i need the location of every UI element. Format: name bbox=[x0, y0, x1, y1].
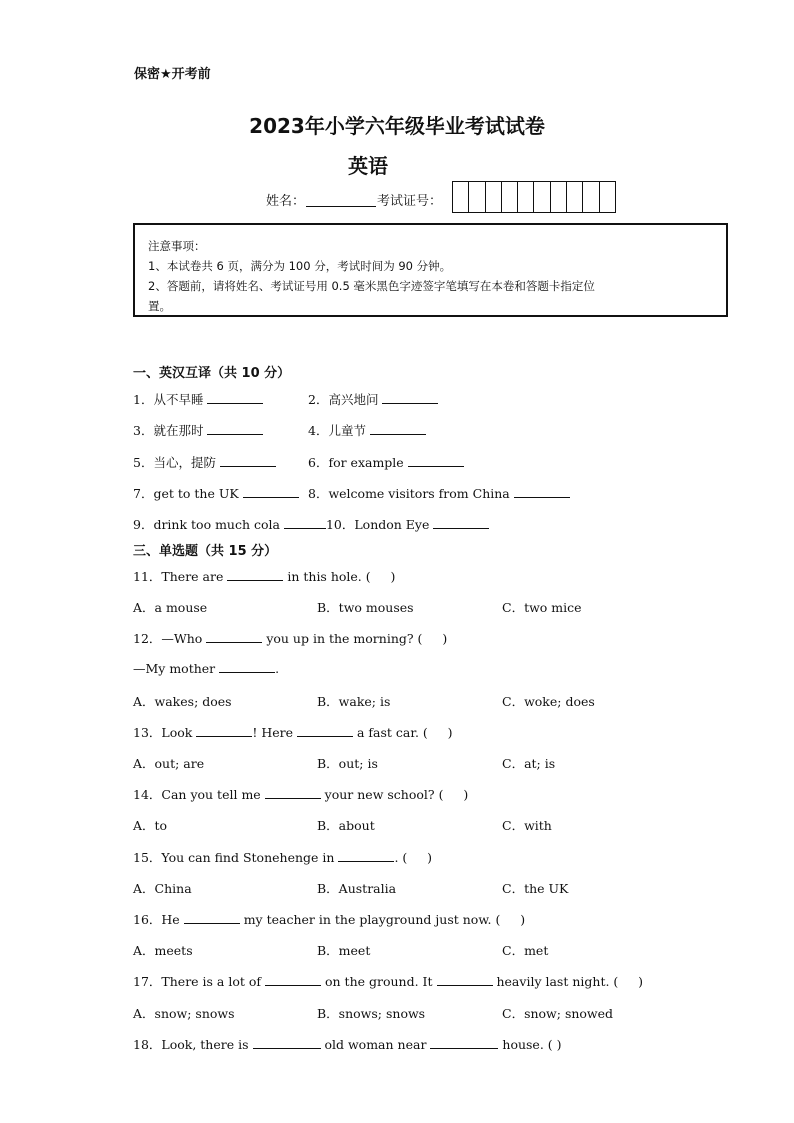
question-14: 14．Can you tell me your new school? ( ) bbox=[133, 787, 469, 802]
option-c[interactable]: C．woke; does bbox=[502, 694, 595, 709]
answer-blank[interactable] bbox=[382, 391, 438, 404]
exam-id-cell[interactable] bbox=[550, 182, 566, 212]
answer-blank[interactable] bbox=[433, 516, 489, 529]
question-15: 15．You can find Stonehenge in . ( ) bbox=[133, 850, 433, 865]
option-a[interactable]: A．to bbox=[133, 818, 168, 833]
exam-id-label: 考试证号： bbox=[377, 194, 443, 209]
answer-blank[interactable] bbox=[253, 1036, 321, 1049]
option-b[interactable]: B．about bbox=[317, 818, 375, 833]
notice-box bbox=[133, 223, 728, 317]
candidate-info-row bbox=[266, 190, 442, 209]
answer-blank[interactable] bbox=[220, 454, 276, 467]
option-c[interactable]: C．met bbox=[502, 943, 549, 958]
option-a[interactable]: A．meets bbox=[133, 943, 193, 958]
name-label: 姓名： bbox=[266, 194, 306, 209]
option-c[interactable]: C．with bbox=[502, 818, 552, 833]
answer-blank[interactable] bbox=[196, 724, 252, 737]
confidential-label: 保密★开考前 bbox=[134, 67, 211, 82]
answer-blank[interactable] bbox=[207, 391, 263, 404]
exam-id-boxes[interactable] bbox=[452, 181, 616, 213]
answer-blank[interactable] bbox=[243, 485, 299, 498]
answer-blank[interactable] bbox=[430, 1036, 498, 1049]
notice-line: 1、本试卷共 6 页，满分为 100 分，考试时间为 90 分钟。 bbox=[148, 259, 452, 273]
answer-blank[interactable] bbox=[437, 973, 493, 986]
question-17: 17．There is a lot of on the ground. It heavily last night. ( ) bbox=[133, 974, 644, 989]
option-b[interactable]: B．wake; is bbox=[317, 694, 391, 709]
answer-blank[interactable] bbox=[265, 973, 321, 986]
option-b[interactable]: B．snows; snows bbox=[317, 1006, 426, 1021]
exam-title: 2023年小学六年级毕业考试试卷 bbox=[249, 114, 545, 138]
option-b[interactable]: B．meet bbox=[317, 943, 371, 958]
answer-blank[interactable] bbox=[219, 660, 275, 673]
answer-blank[interactable] bbox=[265, 786, 321, 799]
exam-id-cell[interactable] bbox=[566, 182, 582, 212]
notice-line: 置。 bbox=[148, 299, 171, 313]
question-16: 16．He my teacher in the playground just now. ( ) bbox=[133, 912, 526, 927]
exam-id-cell[interactable] bbox=[453, 182, 468, 212]
exam-id-cell[interactable] bbox=[468, 182, 484, 212]
translation-item: 8．welcome visitors from China bbox=[308, 484, 570, 502]
answer-blank[interactable] bbox=[514, 485, 570, 498]
option-b[interactable]: B．Australia bbox=[317, 881, 397, 896]
answer-blank[interactable] bbox=[408, 454, 464, 467]
translation-item: 1．从不早睡 bbox=[133, 390, 263, 408]
option-c[interactable]: C．two mice bbox=[502, 600, 582, 615]
translation-item: 3．就在那时 bbox=[133, 421, 263, 439]
answer-blank[interactable] bbox=[297, 724, 353, 737]
option-a[interactable]: A．out; are bbox=[133, 756, 205, 771]
option-b[interactable]: B．two mouses bbox=[317, 600, 414, 615]
name-field[interactable] bbox=[306, 192, 376, 207]
option-a[interactable]: A．China bbox=[133, 881, 192, 896]
exam-id-cell[interactable] bbox=[485, 182, 501, 212]
translation-item: 9．drink too much cola 10．London Eye bbox=[133, 515, 489, 533]
translation-item: 7．get to the UK bbox=[133, 484, 299, 502]
option-b[interactable]: B．out; is bbox=[317, 756, 378, 771]
option-c[interactable]: C．snow; snowed bbox=[502, 1006, 614, 1021]
answer-blank[interactable] bbox=[370, 422, 426, 435]
exam-id-cell[interactable] bbox=[582, 182, 598, 212]
question-13: 13．Look ! Here a fast car. ( ) bbox=[133, 725, 453, 740]
answer-blank[interactable] bbox=[338, 849, 394, 862]
option-a[interactable]: A．wakes; does bbox=[133, 694, 232, 709]
translation-item: 4．儿童节 bbox=[308, 421, 426, 439]
question-11: 11．There are in this hole. ( ) bbox=[133, 569, 396, 584]
notice-line: 2、答题前，请将姓名、考试证号用 0.5 毫米黑色字迹签字笔填写在本卷和答题卡指定位 bbox=[148, 279, 595, 293]
section1-title: 一、英汉互译（共 10 分） bbox=[133, 366, 291, 381]
option-c[interactable]: C．at; is bbox=[502, 756, 556, 771]
translation-item: 2．高兴地问 bbox=[308, 390, 438, 408]
subject-title: 英语 bbox=[348, 154, 388, 178]
exam-id-cell[interactable] bbox=[501, 182, 517, 212]
notice-heading: 注意事项： bbox=[148, 239, 206, 253]
option-a[interactable]: A．snow; snows bbox=[133, 1006, 235, 1021]
question-18: 18．Look, there is old woman near house. ( ) bbox=[133, 1037, 562, 1052]
option-a[interactable]: A．a mouse bbox=[133, 600, 208, 615]
exam-id-cell[interactable] bbox=[517, 182, 533, 212]
translation-item: 5．当心，提防 bbox=[133, 453, 276, 471]
answer-blank[interactable] bbox=[227, 568, 283, 581]
option-c[interactable]: C．the UK bbox=[502, 881, 569, 896]
exam-id-cell[interactable] bbox=[599, 182, 615, 212]
question-12: 12．—Who you up in the morning? ( ) bbox=[133, 631, 448, 646]
answer-blank[interactable] bbox=[206, 630, 262, 643]
answer-blank[interactable] bbox=[284, 516, 326, 529]
section2-title: 三、单选题（共 15 分） bbox=[133, 544, 278, 559]
exam-id-cell[interactable] bbox=[533, 182, 549, 212]
answer-blank[interactable] bbox=[207, 422, 263, 435]
translation-item: 6．for example bbox=[308, 453, 464, 471]
question-12-reply: —My mother . bbox=[133, 661, 280, 676]
answer-blank[interactable] bbox=[184, 911, 240, 924]
